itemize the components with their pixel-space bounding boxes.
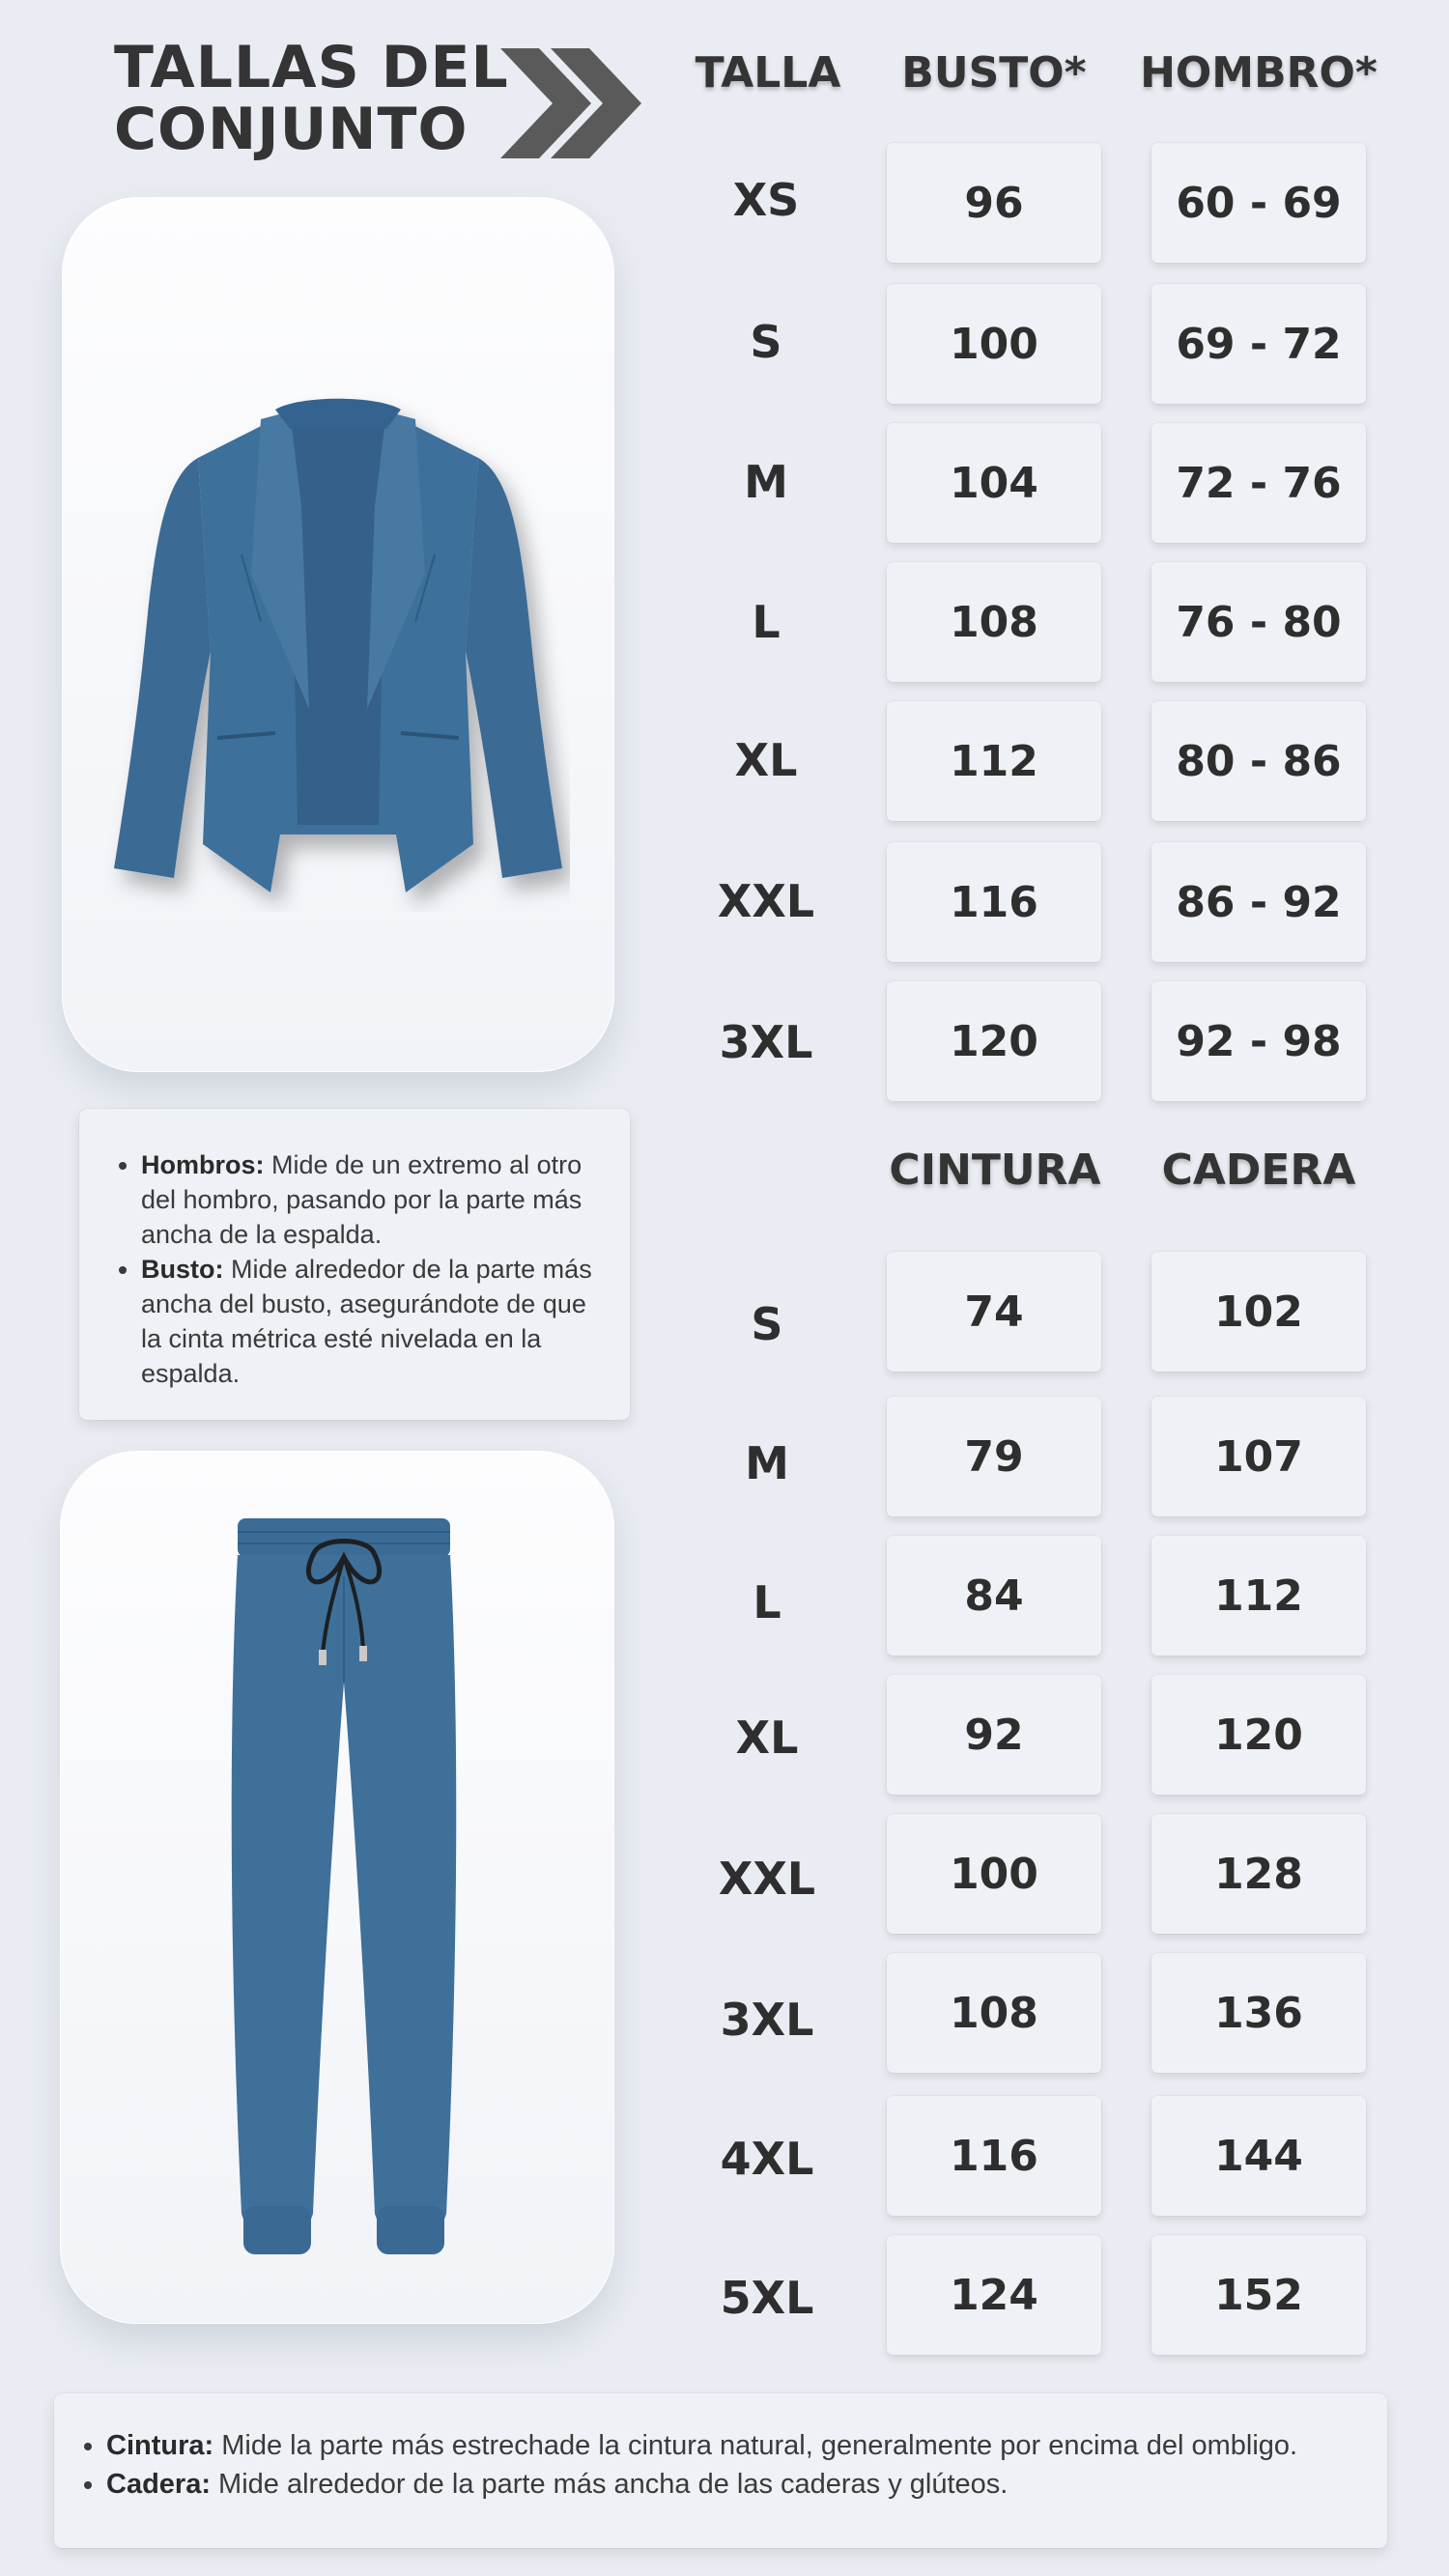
busto-cell: 116 xyxy=(887,842,1101,962)
hombro-cell: 92 - 98 xyxy=(1151,981,1366,1101)
header-cintura: CINTURA xyxy=(889,1146,1101,1195)
cadera-cell: 152 xyxy=(1151,2235,1366,2355)
size-label: L xyxy=(753,1576,781,1628)
size-label: XL xyxy=(734,734,798,786)
cintura-cell: 116 xyxy=(887,2096,1101,2216)
header-talla: TALLA xyxy=(695,48,841,98)
size-label: XXL xyxy=(718,1853,816,1905)
size-label: XXL xyxy=(717,875,815,927)
header-busto: BUSTO* xyxy=(901,48,1087,98)
shoulder-bust-notes xyxy=(79,1109,630,1420)
cintura-cell: 124 xyxy=(887,2235,1101,2355)
cadera-cell: 102 xyxy=(1151,1252,1366,1372)
cadera-cell: 136 xyxy=(1151,1953,1366,2073)
size-label: L xyxy=(752,596,781,648)
hombro-cell: 80 - 86 xyxy=(1151,701,1366,821)
hombro-cell: 60 - 69 xyxy=(1151,143,1366,263)
busto-cell: 112 xyxy=(887,701,1101,821)
busto-cell: 96 xyxy=(887,143,1101,263)
header-cadera: CADERA xyxy=(1161,1146,1356,1195)
size-label: S xyxy=(751,1298,783,1350)
cintura-cell: 92 xyxy=(887,1675,1101,1795)
size-label: 3XL xyxy=(719,1016,813,1068)
size-label: XS xyxy=(732,174,800,226)
cadera-cell: 107 xyxy=(1151,1397,1366,1516)
cadera-cell: 144 xyxy=(1151,2096,1366,2216)
note-item: • Busto: Mide alrededor de la parte más ancha del busto, asegurándote de que la cinta métrica esté nivelada en la espalda. xyxy=(141,1252,611,1391)
waist-hip-notes xyxy=(54,2393,1387,2548)
size-label: 5XL xyxy=(720,2272,814,2324)
cintura-cell: 108 xyxy=(887,1953,1101,2073)
hombro-cell: 76 - 80 xyxy=(1151,562,1366,682)
hombro-cell: 72 - 76 xyxy=(1151,423,1366,543)
cintura-cell: 84 xyxy=(887,1536,1101,1656)
jacket-card xyxy=(62,197,614,1072)
cintura-cell: 100 xyxy=(887,1814,1101,1934)
size-label: 4XL xyxy=(720,2133,814,2185)
busto-cell: 108 xyxy=(887,562,1101,682)
cintura-cell: 74 xyxy=(887,1252,1101,1372)
header-hombro: HOMBRO* xyxy=(1140,48,1378,98)
pants-card xyxy=(60,1451,614,2324)
cadera-cell: 120 xyxy=(1151,1675,1366,1795)
jogger-pants-image xyxy=(199,1518,489,2281)
busto-cell: 104 xyxy=(887,423,1101,543)
size-label: XL xyxy=(735,1712,799,1764)
blazer-image xyxy=(106,390,570,912)
size-label: M xyxy=(744,456,788,508)
cadera-cell: 112 xyxy=(1151,1536,1366,1656)
page-title: TALLAS DEL CONJUNTO xyxy=(114,34,509,163)
busto-cell: 100 xyxy=(887,284,1101,404)
note-item: • Cadera: Mide alrededor de la parte más ancha de las caderas y glúteos. xyxy=(106,2465,1378,2504)
double-chevron-right-icon xyxy=(493,41,647,166)
cadera-cell: 128 xyxy=(1151,1814,1366,1934)
hombro-cell: 69 - 72 xyxy=(1151,284,1366,404)
size-label: S xyxy=(750,316,782,368)
cintura-cell: 79 xyxy=(887,1397,1101,1516)
hombro-cell: 86 - 92 xyxy=(1151,842,1366,962)
note-item: • Cintura: Mide la parte más estrechade la cintura natural, generalmente por encima del ombligo. xyxy=(106,2426,1378,2465)
size-label: 3XL xyxy=(720,1994,814,2046)
note-item: • Hombros: Mide de un extremo al otro del hombro, pasando por la parte más ancha de la espalda. xyxy=(141,1147,611,1252)
size-label: M xyxy=(745,1437,789,1489)
busto-cell: 120 xyxy=(887,981,1101,1101)
